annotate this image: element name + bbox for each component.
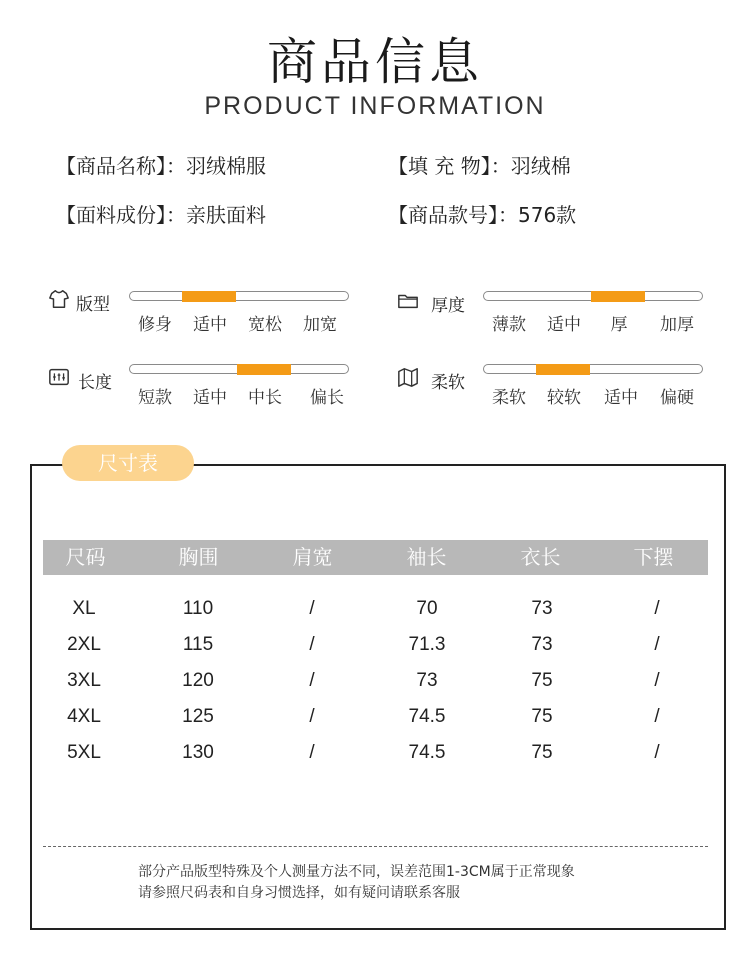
table-cell: 70 <box>416 598 438 619</box>
table-cell: / <box>654 670 660 691</box>
table-cell: 73 <box>531 598 553 619</box>
column-header: 肩宽 <box>292 545 333 569</box>
table-cell: / <box>654 742 660 763</box>
tshirt-icon <box>48 288 70 310</box>
table-cell: / <box>309 598 315 619</box>
table-cell: 74.5 <box>408 706 446 727</box>
length-scale-indicator <box>237 364 291 375</box>
size-table-header <box>43 540 708 575</box>
thickness-option: 加厚 <box>660 315 694 335</box>
info-value: 羽绒棉 <box>510 154 571 178</box>
note-line: 请参照尺码表和自身习惯选择，如有疑问请联系客服 <box>138 885 460 901</box>
page-subtitle: PRODUCT INFORMATION <box>204 92 546 120</box>
fit-option: 修身 <box>138 315 172 335</box>
attr-label-softness: 柔软 <box>431 373 465 393</box>
note-line: 部分产品版型特殊及个人测量方法不同，误差范围1-3CM属于正常现象 <box>138 864 575 880</box>
size-label-cell: 2XL <box>67 634 101 655</box>
info-fabric <box>56 199 266 228</box>
table-cell: 110 <box>182 598 214 619</box>
fit-scale-indicator <box>182 291 236 302</box>
fit-option: 宽松 <box>248 315 282 335</box>
size-label-cell: XL <box>72 598 96 619</box>
softness-option: 较软 <box>547 388 581 408</box>
table-cell: 125 <box>182 706 214 727</box>
divider <box>43 846 708 847</box>
table-cell: / <box>309 634 315 655</box>
page-title: 商品信息 <box>267 33 483 91</box>
attr-label-thickness: 厚度 <box>431 296 465 316</box>
info-label: 【面料成份】： <box>56 203 186 227</box>
info-product-name <box>56 150 266 179</box>
info-label: 【填 充 物】： <box>388 154 511 178</box>
table-cell: 120 <box>182 670 214 691</box>
info-style-number <box>388 199 576 228</box>
softness-scale-indicator <box>536 364 590 375</box>
length-option: 短款 <box>138 388 172 408</box>
thickness-option: 薄款 <box>492 315 526 335</box>
column-header: 尺码 <box>65 545 106 569</box>
folder-icon <box>397 290 419 312</box>
table-cell: 75 <box>531 670 553 691</box>
length-option: 偏长 <box>310 388 344 408</box>
table-cell: 74.5 <box>408 742 446 763</box>
length-scale-track <box>129 364 349 374</box>
table-cell: / <box>654 634 660 655</box>
fit-scale-track <box>129 291 349 301</box>
info-value: 576款 <box>518 203 577 227</box>
thickness-option: 适中 <box>547 315 581 335</box>
info-value: 羽绒棉服 <box>186 154 266 178</box>
ruler-icon <box>48 366 70 388</box>
thickness-option: 厚 <box>610 315 628 335</box>
attr-label-length: 长度 <box>78 373 112 393</box>
column-header: 胸围 <box>178 545 219 569</box>
size-label-cell: 5XL <box>67 742 101 763</box>
softness-option: 柔软 <box>492 388 526 408</box>
length-option: 适中 <box>193 388 227 408</box>
size-chart-badge: 尺寸表 <box>62 445 194 481</box>
info-value: 亲肤面料 <box>186 203 266 227</box>
column-header: 下摆 <box>633 545 674 569</box>
fit-option: 适中 <box>193 315 227 335</box>
column-header: 袖长 <box>406 545 447 569</box>
length-option: 中长 <box>248 388 282 408</box>
table-cell: 71.3 <box>408 634 446 655</box>
softness-scale-track <box>483 364 703 374</box>
column-header: 衣长 <box>520 545 561 569</box>
info-filling <box>388 150 571 179</box>
table-cell: 75 <box>531 742 553 763</box>
table-cell: 73 <box>416 670 438 691</box>
info-label: 【商品名称】： <box>56 154 186 178</box>
table-cell: / <box>309 706 315 727</box>
thickness-scale-track <box>483 291 703 301</box>
table-cell: 73 <box>531 634 553 655</box>
map-icon <box>397 366 419 388</box>
info-label: 【商品款号】： <box>388 203 518 227</box>
table-cell: 115 <box>182 634 214 655</box>
fit-option: 加宽 <box>303 315 337 335</box>
table-cell: / <box>309 670 315 691</box>
attr-label-fit: 版型 <box>76 295 110 315</box>
softness-option: 偏硬 <box>660 388 694 408</box>
table-cell: 130 <box>182 742 214 763</box>
table-cell: 75 <box>531 706 553 727</box>
softness-option: 适中 <box>604 388 638 408</box>
size-label-cell: 4XL <box>67 706 101 727</box>
table-cell: / <box>654 706 660 727</box>
table-cell: / <box>309 742 315 763</box>
size-label-cell: 3XL <box>67 670 101 691</box>
table-cell: / <box>654 598 660 619</box>
thickness-scale-indicator <box>591 291 645 302</box>
